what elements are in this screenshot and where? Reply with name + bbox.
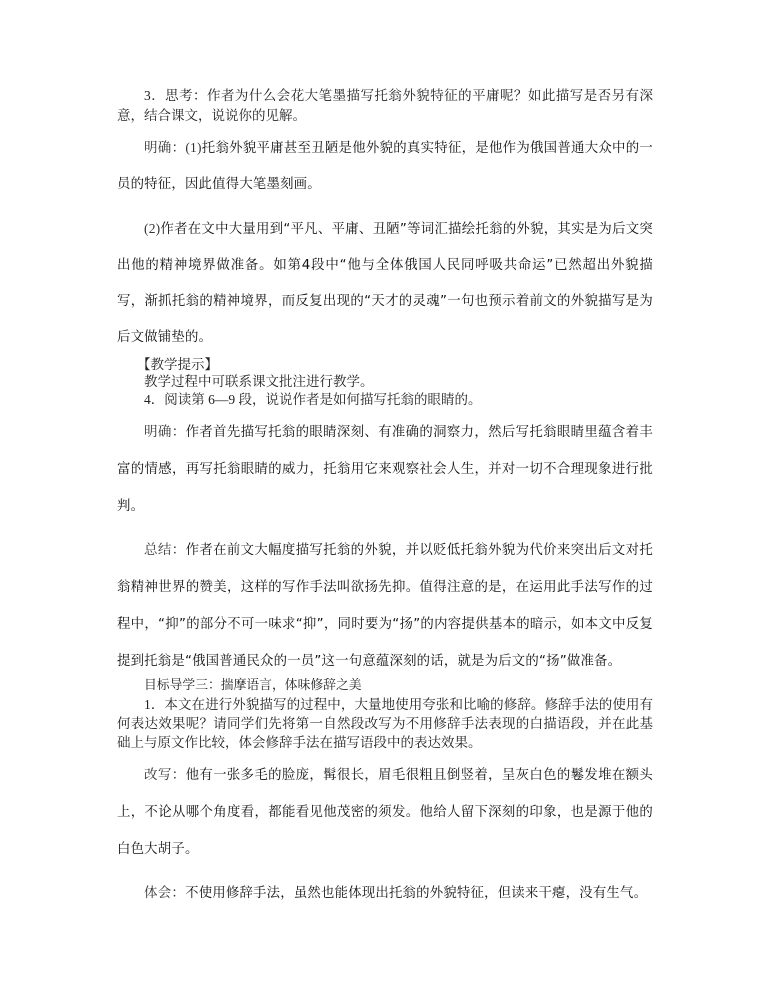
teaching-tip-heading: 【教学提示】 [137,357,218,372]
answer-3-part-2 [117,211,653,356]
answer-number: (1) [185,140,202,155]
question-3: 3．思考：作者为什么会花大笔墨描写托翁外貌特征的平庸呢？如此描写是否另有深意，结合课文，说说你的见解。 [117,88,653,123]
summary-label: 总结： [144,542,186,557]
answer-text: 托翁外貌平庸甚至丑陋是他外貌的真实特征，是他作为俄国普通大众中的一员的特征，因此值得大笔墨刻画。 [117,141,653,192]
answer-text: 作者首先描写托翁的眼睛深刻、有准确的洞察力，然后写托翁眼睛里蕴含着丰富的情感，再写托翁眼睛的威力，托翁用它来观察社会人生，并对一切不合理现象进行批判。 [117,425,653,514]
summary-4 [117,531,653,680]
section-3-heading: 目标导学三：揣摩语言，体味修辞之美 [144,678,362,693]
summary-text: 作者在前文大幅度描写托翁的外貌，并以贬低托翁外貌为代价来突出后文对托翁精神世界的赞美，这样的写作手法叫欲扬先抑。值得注意的是，在运用此手法写作的过程中，“抑”的部分不可一味求“抑”，同时要为“扬”的内容提供基本的暗示，如本文中反复提到托翁是“俄国普通民众的一员”这一句意蕴深刻的话，就是为后文的“扬”做准备。 [117,543,653,669]
rewrite-label: 改写： [144,767,186,782]
answer-4 [117,413,653,525]
rewrite-text: 他有一张多毛的脸庞，髯很长，眉毛很粗且倒竖着，呈灰白色的鬈发堆在额头上，不论从哪个角度看，都能看见他茂密的须发。他给人留下深刻的印象，也是源于他的白色大胡子。 [117,768,653,857]
answer-3-part-1 [117,130,653,203]
rewrite [117,756,653,868]
teaching-tip-text: 教学过程中可联系课文批注进行教学。 [144,374,374,389]
feel [117,874,653,912]
answer-label: 明确： [144,140,186,155]
document-page [117,86,653,912]
question-4: 4．阅读第 6—9 段，说说作者是如何描写托翁的眼睛的。 [144,392,482,407]
answer-number: (2) [144,221,161,236]
answer-text: 作者在文中大量用到“平凡、平庸、丑陋”等词汇描绘托翁的外貌，其实是为后文突出他的精神境界做准备。如第4段中“他与全体俄国人民同呼吸共命运”已然超出外貌描写，渐抓托翁的精神境界，而反复出现的“天才的灵魂”一句也预示着前文的外貌描写是为后文做铺垫的。 [117,222,653,345]
answer-label: 明确： [144,424,186,439]
feel-label: 体会： [144,885,186,900]
section-3-question-1: 1．本文在进行外貌描写的过程中，大量地使用夸张和比喻的修辞。修辞手法的使用有何表达效果呢？请同学们先将第一自然段改写为不用修辞手法表现的白描语段，并在此基础上与原文作比较，体会修辞手法在描写语段中的表达效果。 [117,697,653,750]
feel-text: 不使用修辞手法，虽然也能体现出托翁的外貌特征，但读来干瘪，没有生气。 [185,886,648,901]
